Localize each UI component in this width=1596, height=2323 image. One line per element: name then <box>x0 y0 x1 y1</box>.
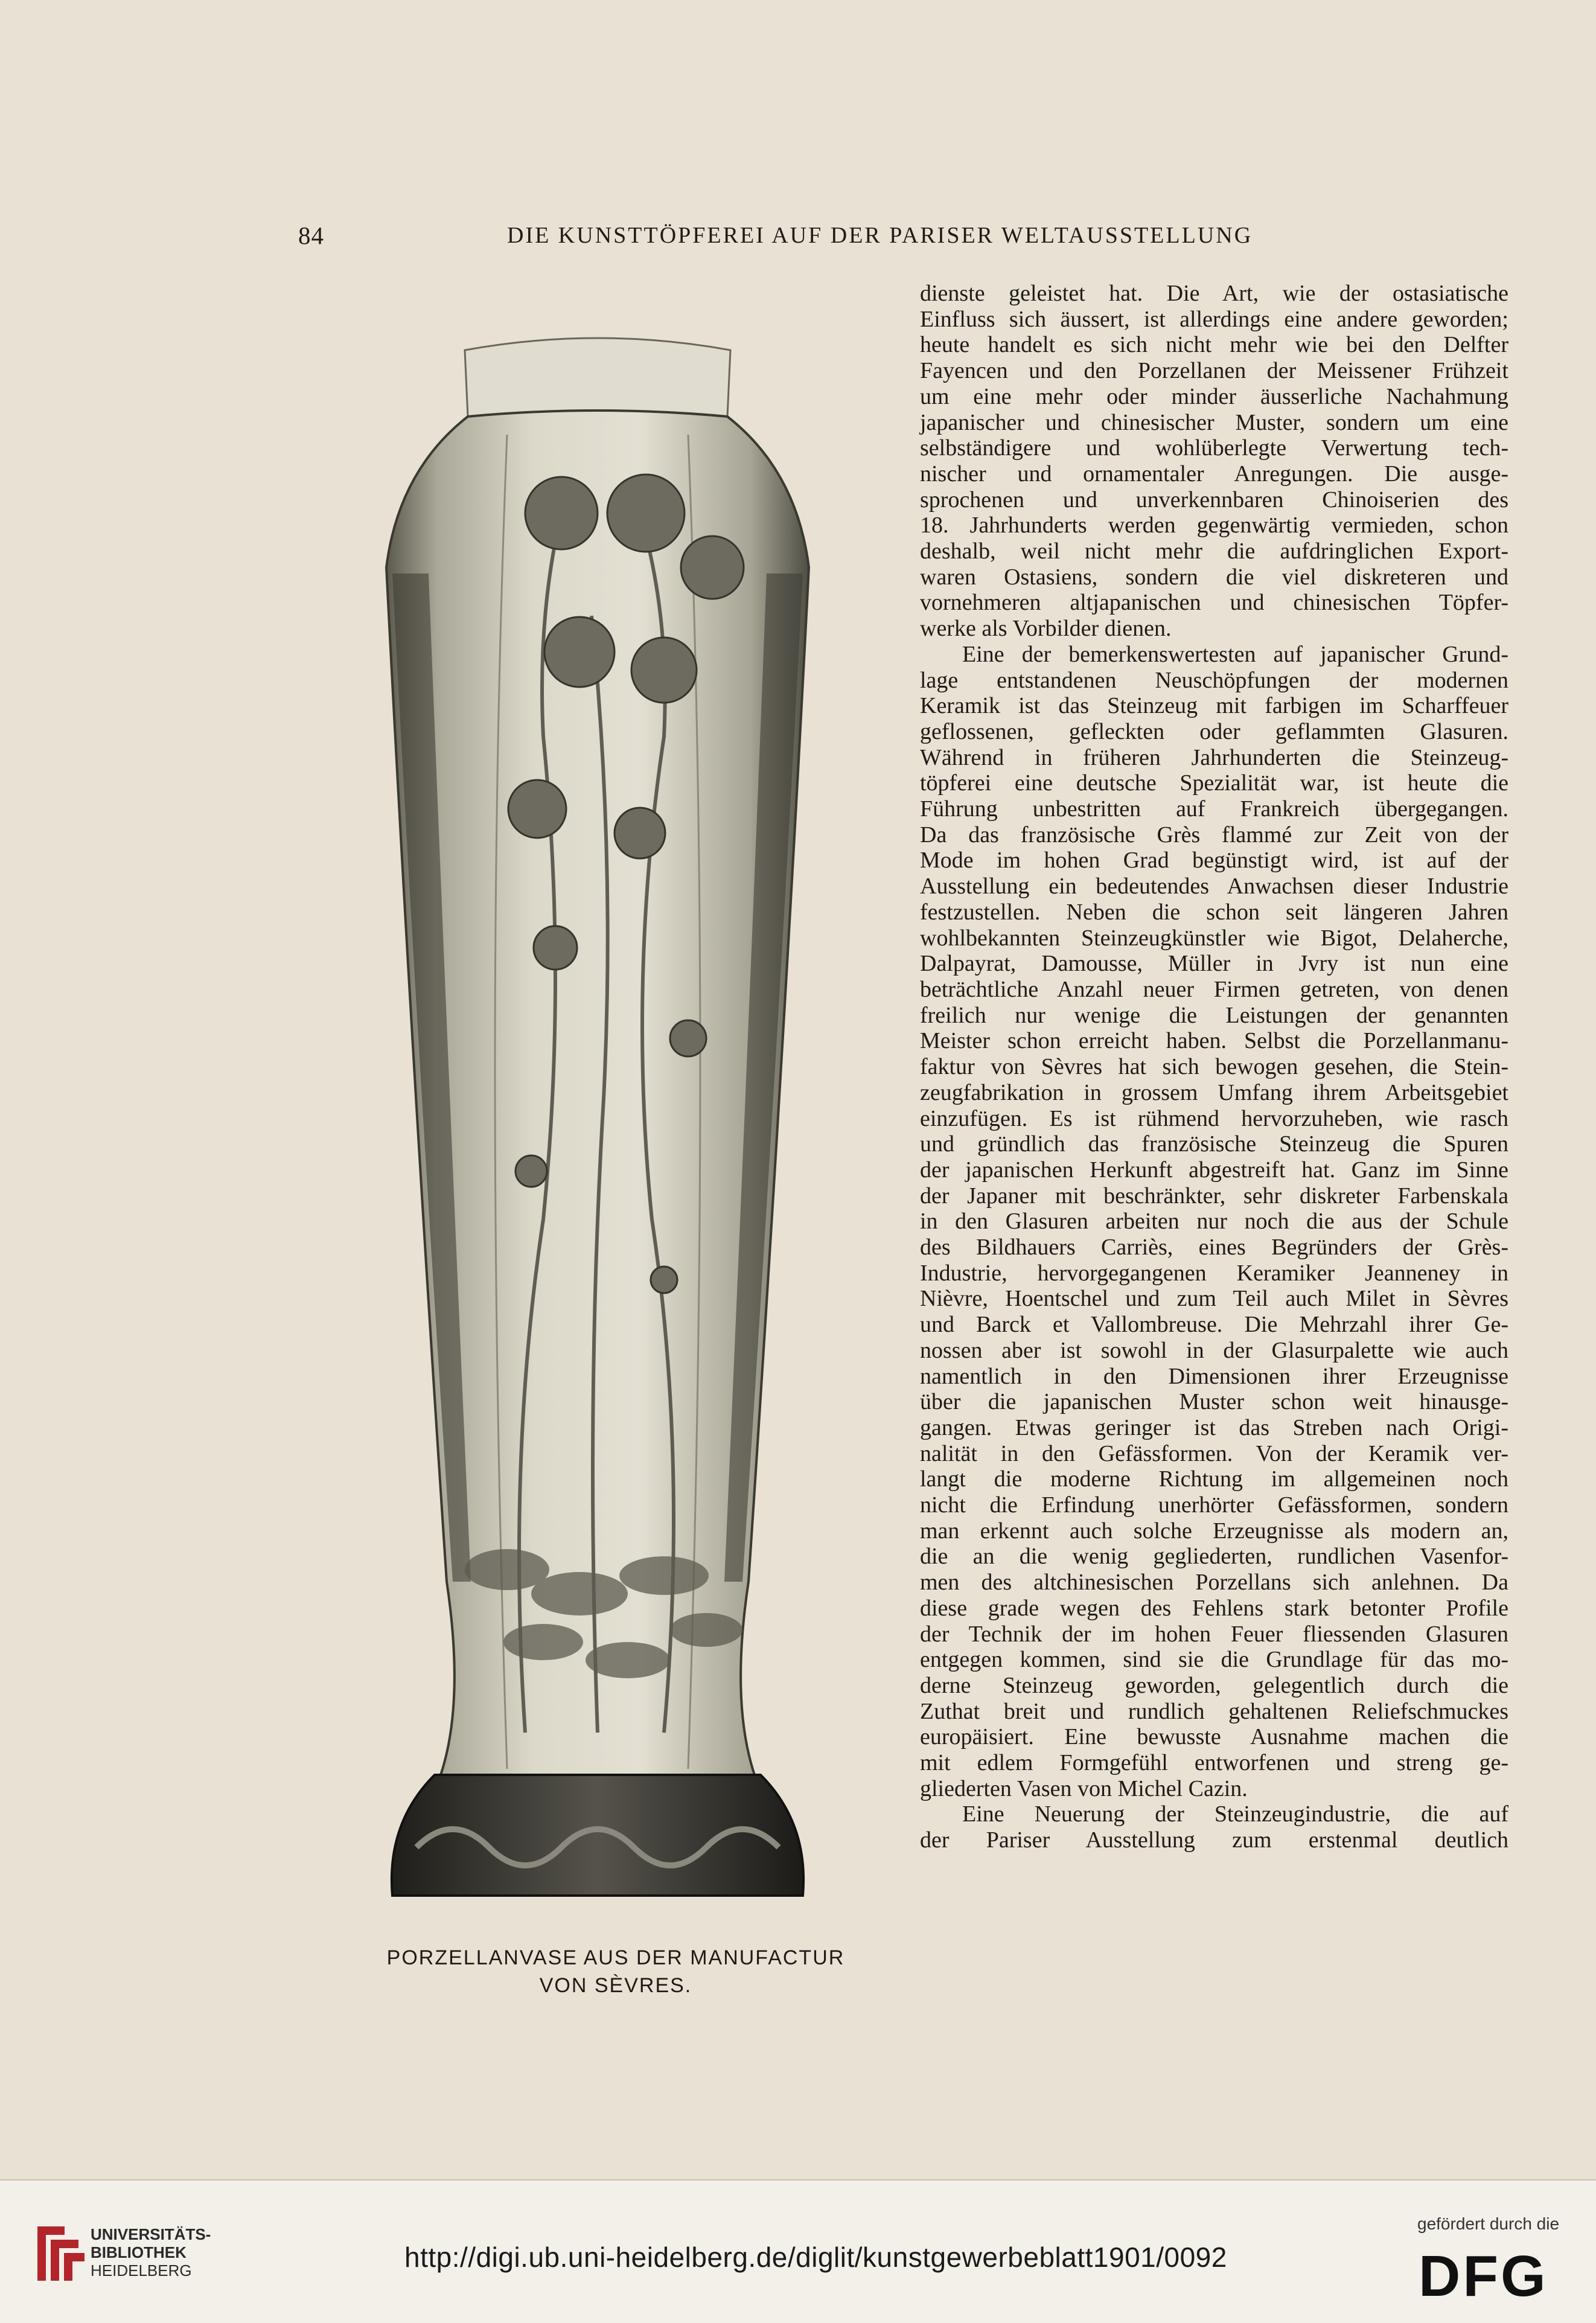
caption-line: PORZELLANVASE AUS DER MANUFACTUR <box>386 1946 845 1969</box>
running-title: DIE KUNSTTÖPFEREI AUF DER PARISER WELTAUSSTELLUNG <box>507 223 1253 248</box>
text-line: der Pariser Ausstellung zum erstenmal deutlich <box>920 1827 1508 1853</box>
figure-caption <box>314 1944 918 1999</box>
text-line: japanischer und chinesischer Muster, sondern um eine <box>920 409 1508 435</box>
text-line: in den Glasuren arbeiten nur noch die aus der Schule <box>920 1209 1508 1235</box>
text-line: derne Steinzeug geworden, gelegentlich durch die <box>920 1672 1508 1698</box>
text-line: zeugfabrikation in grossem Umfang ihrem Arbeitsgebiet <box>920 1079 1508 1105</box>
paragraph <box>920 642 1508 1802</box>
text-line: der Technik der im hohen Feuer fliessenden Glasuren <box>920 1621 1508 1647</box>
text-line: namentlich in den Dimensionen ihrer Erzeugnisse <box>920 1363 1508 1389</box>
article-body <box>920 281 1508 1853</box>
text-line: töpferei eine deutsche Spezialität war, ist heute die <box>920 770 1508 796</box>
text-line: Meister schon erreicht haben. Selbst die Porzellanmanu- <box>920 1028 1508 1054</box>
dfg-logo: DFG <box>1419 2244 1548 2309</box>
page-number: 84 <box>298 222 324 249</box>
library-name <box>91 2225 211 2280</box>
text-line: der Japaner mit beschränkter, sehr diskreter Farbenskala <box>920 1183 1508 1209</box>
text-line: beträchtliche Anzahl neuer Firmen getreten, von denen <box>920 976 1508 1002</box>
text-line: und gründlich das französische Steinzeug die Spuren <box>920 1131 1508 1157</box>
text-line: Mode im hohen Grad begünstigt wird, ist auf der <box>920 848 1508 874</box>
text-line: Industrie, hervorgegangenen Keramiker Jeanneney in <box>920 1260 1508 1286</box>
text-line: gangen. Etwas geringer ist das Streben nach Origi- <box>920 1414 1508 1440</box>
text-line: Dalpayrat, Damousse, Müller in Jvry ist nun eine <box>920 951 1508 977</box>
text-line: nicht die Erfindung unerhörter Gefässformen, sondern <box>920 1492 1508 1518</box>
permalink[interactable]: http://digi.ub.uni-heidelberg.de/diglit/kunstgewerbeblatt1901/0092 <box>404 2242 1227 2273</box>
text-line: europäisiert. Eine bewusste Ausnahme machen die <box>920 1724 1508 1750</box>
text-line: 18. Jahrhunderts werden gegenwärtig vermieden, schon <box>920 513 1508 538</box>
text-line: Zuthat breit und rundlich gehaltenen Reliefschmuckes <box>920 1698 1508 1724</box>
text-line: nalität in den Gefässformen. Von der Keramik ver- <box>920 1440 1508 1466</box>
library-name-line: BIBLIOTHEK <box>91 2243 187 2261</box>
text-line: wohlbekannten Steinzeugkünstler wie Bigot, Delaherche, <box>920 925 1508 951</box>
text-line: Führung unbestritten auf Frankreich übergegangen. <box>920 796 1508 822</box>
text-line: mit edlem Formgefühl entworfenen und streng ge- <box>920 1750 1508 1776</box>
text-line: selbständigere und wohlüberlegte Verwertung tech- <box>920 435 1508 461</box>
text-line: festzustellen. Neben die schon seit längeren Jahren <box>920 899 1508 925</box>
text-line: entgegen kommen, sind sie die Grundlage für das mo- <box>920 1647 1508 1673</box>
text-line: men des altchinesischen Porzellans sich anlehnen. Da <box>920 1570 1508 1596</box>
text-line: heute handelt es sich nicht mehr wie bei den Delfter <box>920 332 1508 358</box>
text-line: freilich nur wenige die Leistungen der genannten <box>920 1002 1508 1028</box>
text-line: Nièvre, Hoentschel und zum Teil auch Milet in Sèvres <box>920 1286 1508 1312</box>
library-logo-icon <box>31 2220 86 2287</box>
paragraph <box>920 281 1508 642</box>
text-line: Fayencen und den Porzellanen der Meissener Frühzeit <box>920 358 1508 384</box>
text-line: und Barck et Vallombreuse. Die Mehrzahl ihrer Ge- <box>920 1312 1508 1338</box>
text-line: langt die moderne Richtung im allgemeinen noch <box>920 1466 1508 1492</box>
text-line: über die japanischen Muster schon weit hinausge- <box>920 1389 1508 1415</box>
text-line: gliederten Vasen von Michel Cazin. <box>920 1775 1248 1801</box>
text-line: geflossenen, gefleckten oder geflammten Glasuren. <box>920 718 1508 744</box>
vase-illustration <box>326 314 869 1920</box>
library-name-line: UNIVERSITÄTS- <box>91 2225 211 2243</box>
text-line: Während in früheren Jahrhunderten die Steinzeug- <box>920 744 1508 770</box>
text-line: diese grade wegen des Fehlens stark betonter Profile <box>920 1595 1508 1621</box>
text-line: dienste geleistet hat. Die Art, wie der ostasiatische <box>920 281 1508 306</box>
text-line: nischer und ornamentaler Anregungen. Die ausge- <box>920 461 1508 487</box>
library-name-line: HEIDELBERG <box>91 2261 192 2280</box>
text-line: die an die wenig gegliederten, rundlichen Vasenfor- <box>920 1544 1508 1570</box>
paragraph <box>920 1801 1508 1853</box>
text-line: faktur von Sèvres hat sich bewogen gesehen, die Stein- <box>920 1054 1508 1080</box>
text-line: vornehmeren altjapanischen und chinesischen Töpfer- <box>920 590 1508 616</box>
funding-label: gefördert durch die <box>1417 2214 1560 2233</box>
text-line: Einfluss sich äussert, ist allerdings eine andere geworden; <box>920 306 1508 332</box>
footer-bar <box>0 2179 1596 2323</box>
text-line: Eine Neuerung der Steinzeugindustrie, die auf <box>962 1801 1508 1827</box>
text-line: Da das französische Grès flammé zur Zeit von der <box>920 822 1508 848</box>
text-line: nossen aber ist sowohl in der Glasurpalette wie auch <box>920 1337 1508 1363</box>
text-line: sprochenen und unverkennbaren Chinoiserien des <box>920 487 1508 513</box>
text-line: deshalb, weil nicht mehr die aufdringlichen Export- <box>920 538 1508 564</box>
text-line: einzufügen. Es ist rühmend hervorzuheben, wie rasch <box>920 1105 1508 1131</box>
text-line: um eine mehr oder minder äusserliche Nachahmung <box>920 383 1508 409</box>
text-line: des Bildhauers Carriès, eines Begründers der Grès- <box>920 1235 1508 1261</box>
text-line: werke als Vorbilder dienen. <box>920 616 1172 642</box>
text-line: man erkennt auch solche Erzeugnisse als modern an, <box>920 1518 1508 1544</box>
text-line: waren Ostasiens, sondern die viel diskreteren und <box>920 564 1508 590</box>
text-line: lage entstandenen Neuschöpfungen der modernen <box>920 667 1508 693</box>
text-line: der japanischen Herkunft abgestreift hat. Ganz im Sinne <box>920 1157 1508 1183</box>
text-line: Eine der bemerkenswertesten auf japanischer Grund- <box>962 641 1508 667</box>
text-line: Ausstellung ein bedeutendes Anwachsen dieser Industrie <box>920 874 1508 899</box>
caption-line: VON SÈVRES. <box>539 1974 692 1997</box>
text-line: Keramik ist das Steinzeug mit farbigen im Scharffeuer <box>920 693 1508 719</box>
